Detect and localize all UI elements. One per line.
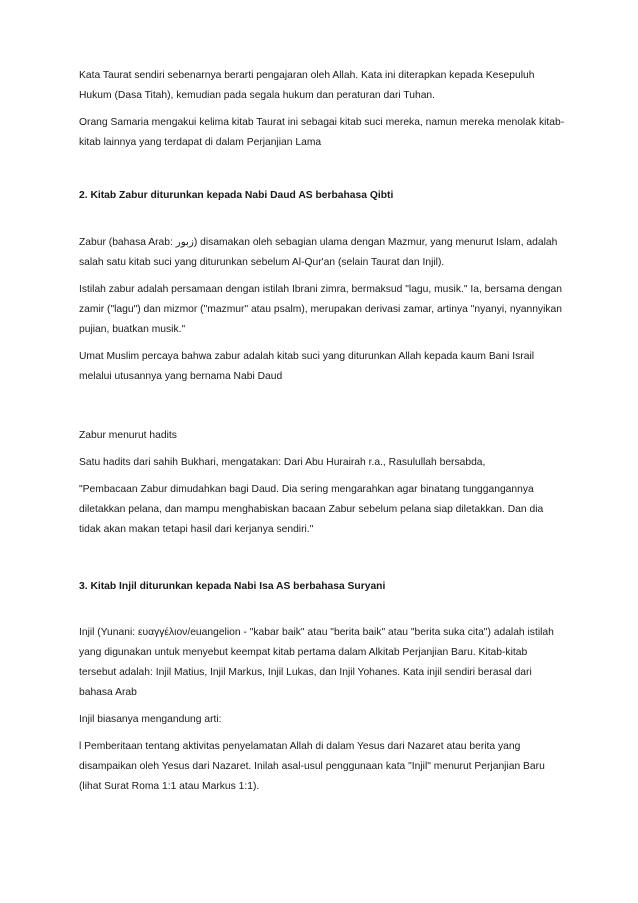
zabur-hadits-source: Satu hadits dari sahih Bukhari, mengatakan: Dari Abu Hurairah r.a., Rasulullah bersabda, — [79, 457, 486, 468]
zabur-paragraph-etymology: Istilah zabur adalah persamaan dengan istilah Ibrani zimra, bermaksud "lagu, musik." Ia, bersama dengan zamir ("lagu") dan mizmor ("mazmur" atau psalm), merupakan derivasi zamar, artinya "nyanyi, nyannyikan pujian, buatkan musik." — [79, 284, 562, 335]
intro-paragraph-taurat-meaning: Kata Taurat sendiri sebenarnya berarti pengajaran oleh Allah. Kata ini diterapkan kepada Kesepuluh Hukum (Dasa Titah), kemudian pada segala hukum dan peraturan dari Tuhan. — [79, 70, 535, 101]
zabur-arabic-word: زبور — [175, 236, 194, 248]
injil-paragraph-definition: Injil (Yunani: ευαγγέλιον/euangelion - "kabar baik" atau "berita baik" atau "berita suka cita") adalah istilah yang digunakan untuk menyebut keempat kitab pertama dalam Alkitab Perjanjian Baru. Kitab-kitab tersebut adalah: Injil Matius, Injil Markus, Injil Lukas, dan Injil Yohanes. Kata injil sendiri berasal dari bahasa Arab — [79, 627, 554, 698]
zabur-paragraph-muslim-belief: Umat Muslim percaya bahwa zabur adalah kitab suci yang diturunkan Allah kepada kaum Bani Israil melalui utusannya yang bernama Nabi Daud — [79, 351, 535, 382]
injil-paragraph-meaning-item: l Pemberitaan tentang aktivitas penyelamatan Allah di dalam Yesus dari Nazaret atau berita yang disampaikan oleh Yesus dari Nazaret. Inilah asal-usul penggunaan kata "Injil" menurut Perjanjian Baru (lihat Surat Roma 1:1 atau Markus 1:1). — [79, 741, 545, 792]
zabur-hadits-quote: "Pembacaan Zabur dimudahkan bagi Daud. Dia sering mengarahkan agar binatang tunggangannya diletakkan pelana, dan mampu menghabiskan bacaan Zabur sebelum pelana siap diletakkan. Dan dia tidak akan makan tetapi hasil dari kerjanya sendiri." — [79, 484, 544, 535]
zabur-paragraph-definition — [79, 232, 567, 273]
heading-zabur: 2. Kitab Zabur diturunkan kepada Nabi Daud AS berbahasa Qibti — [79, 190, 394, 201]
document-body — [79, 66, 567, 804]
zabur-definition-text-end: ) disamakan oleh sebagian ulama dengan Mazmur, yang menurut Islam, adalah salah satu kitab suci yang diturunkan sebelum Al-Qur'an (selain Taurat dan Injil). — [79, 237, 558, 268]
intro-paragraph-samaria: Orang Samaria mengakui kelima kitab Taurat ini sebagai kitab suci mereka, namun mereka menolak kitab-kitab lainnya yang terdapat di dalam Perjanjian Lama — [79, 117, 565, 148]
heading-injil: 3. Kitab Injil diturunkan kepada Nabi Isa AS berbahasa Suryani — [79, 581, 386, 592]
zabur-definition-text-start: Zabur (bahasa Arab: — [79, 237, 176, 248]
injil-paragraph-meaning-intro: Injil biasanya mengandung arti: — [79, 714, 222, 725]
zabur-hadits-title: Zabur menurut hadits — [79, 430, 177, 441]
